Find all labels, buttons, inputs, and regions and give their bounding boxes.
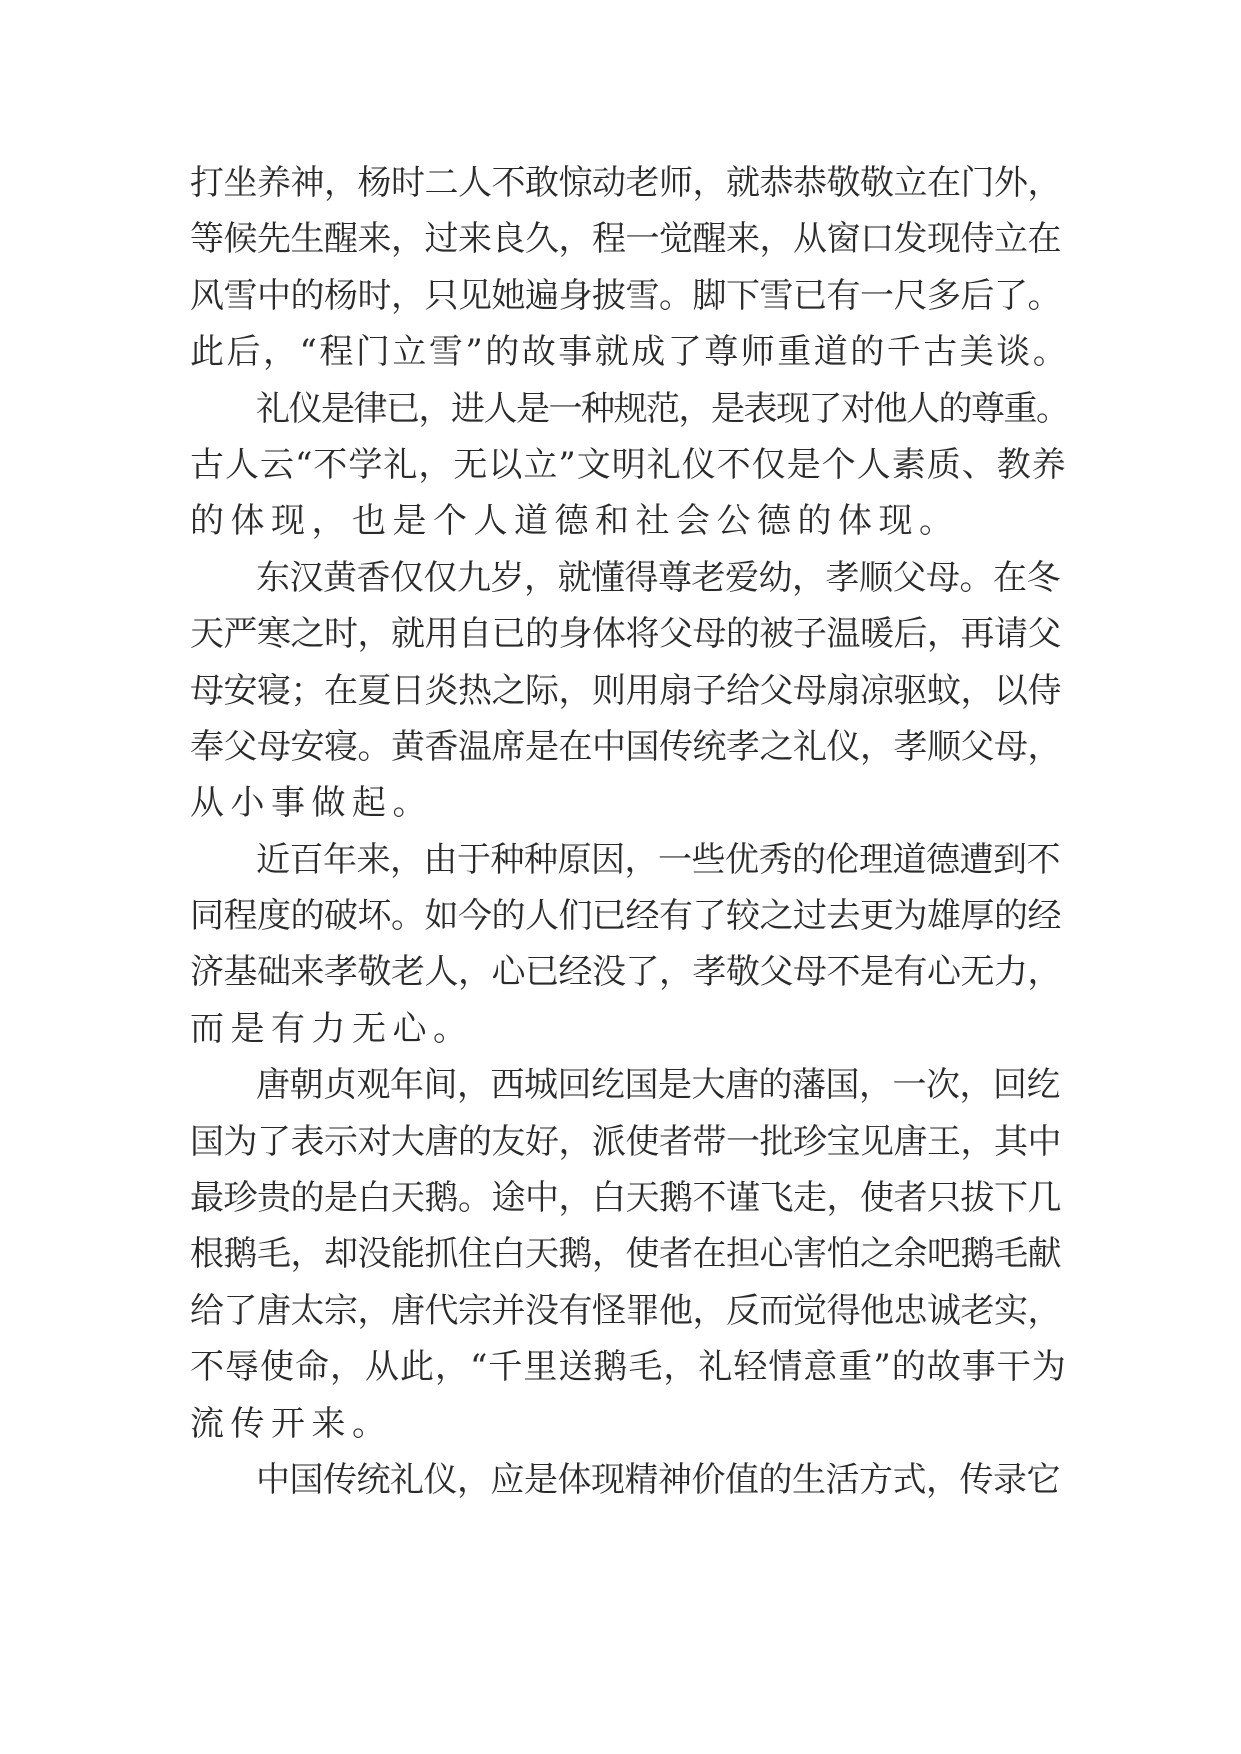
text-line: 国为了表示对大唐的友好，派使者带一批珍宝见唐王，其中	[190, 1121, 1061, 1162]
text-line: 给了唐太宗，唐代宗并没有怪罪他，反而觉得他忠诚老实，	[190, 1290, 1061, 1331]
text-line: 中国传统礼仪，应是体现精神价值的生活方式，传录它	[256, 1459, 1060, 1500]
text-line: 古人云“不学礼，无以立”文明礼仪不仅是个人素质、教养	[190, 444, 1067, 485]
text-line: 奉父母安寝。黄香温席是在中国传统孝之礼仪，孝顺父母，	[190, 726, 1061, 767]
text-line: 近百年来，由于种种原因，一些优秀的伦理道德遭到不	[256, 839, 1060, 880]
text-line: 母安寝；在夏日炎热之际，则用扇子给父母扇凉驱蚊，以侍	[190, 670, 1061, 711]
text-line: 而是有力无心。	[190, 1008, 474, 1049]
text-line: 从小事做起。	[190, 783, 433, 824]
text-line: 流传开来。	[190, 1403, 393, 1444]
text-line: 不辱使命，从此，“千里送鹅毛，礼轻情意重”的故事干为	[190, 1347, 1067, 1388]
text-line: 唐朝贞观年间，西城回纥国是大唐的藩国，一次，回纥	[256, 1065, 1060, 1106]
text-line: 风雪中的杨时，只见她遍身披雪。脚下雪已有一尺多后了。	[190, 275, 1061, 316]
text-line: 东汉黄香仅仅九岁，就懂得尊老爱幼，孝顺父母。在冬	[256, 557, 1060, 598]
text-line: 礼仪是律已，进人是一种规范，是表现了对他人的尊重。	[256, 388, 1069, 429]
text-line: 天严寒之时，就用自已的身体将父母的被子温暖后，再请父	[190, 614, 1061, 655]
text-line: 济基础来孝敬老人，心已经没了，孝敬父母不是有心无力，	[190, 952, 1061, 993]
text-line: 此后，“程门立雪”的故事就成了尊师重道的千古美谈。	[190, 332, 1070, 373]
text-line: 的体现，也是个人道德和社会公德的体现。	[190, 501, 960, 542]
text-line: 打坐养神，杨时二人不敢惊动老师，就恭恭敬敬立在门外，	[190, 163, 1061, 203]
document-body	[190, 155, 1070, 1508]
text-line: 等候先生醒来，过来良久，程一觉醒来，从窗口发现侍立在	[190, 219, 1061, 260]
text-line: 最珍贵的是白天鹅。途中，白天鹅不谨飞走，使者只拔下几	[190, 1178, 1061, 1219]
text-line: 同程度的破坏。如今的人们已经有了较之过去更为雄厚的经	[190, 896, 1061, 937]
text-line: 根鹅毛，却没能抓住白天鹅，使者在担心害怕之余吧鹅毛献	[190, 1234, 1061, 1275]
